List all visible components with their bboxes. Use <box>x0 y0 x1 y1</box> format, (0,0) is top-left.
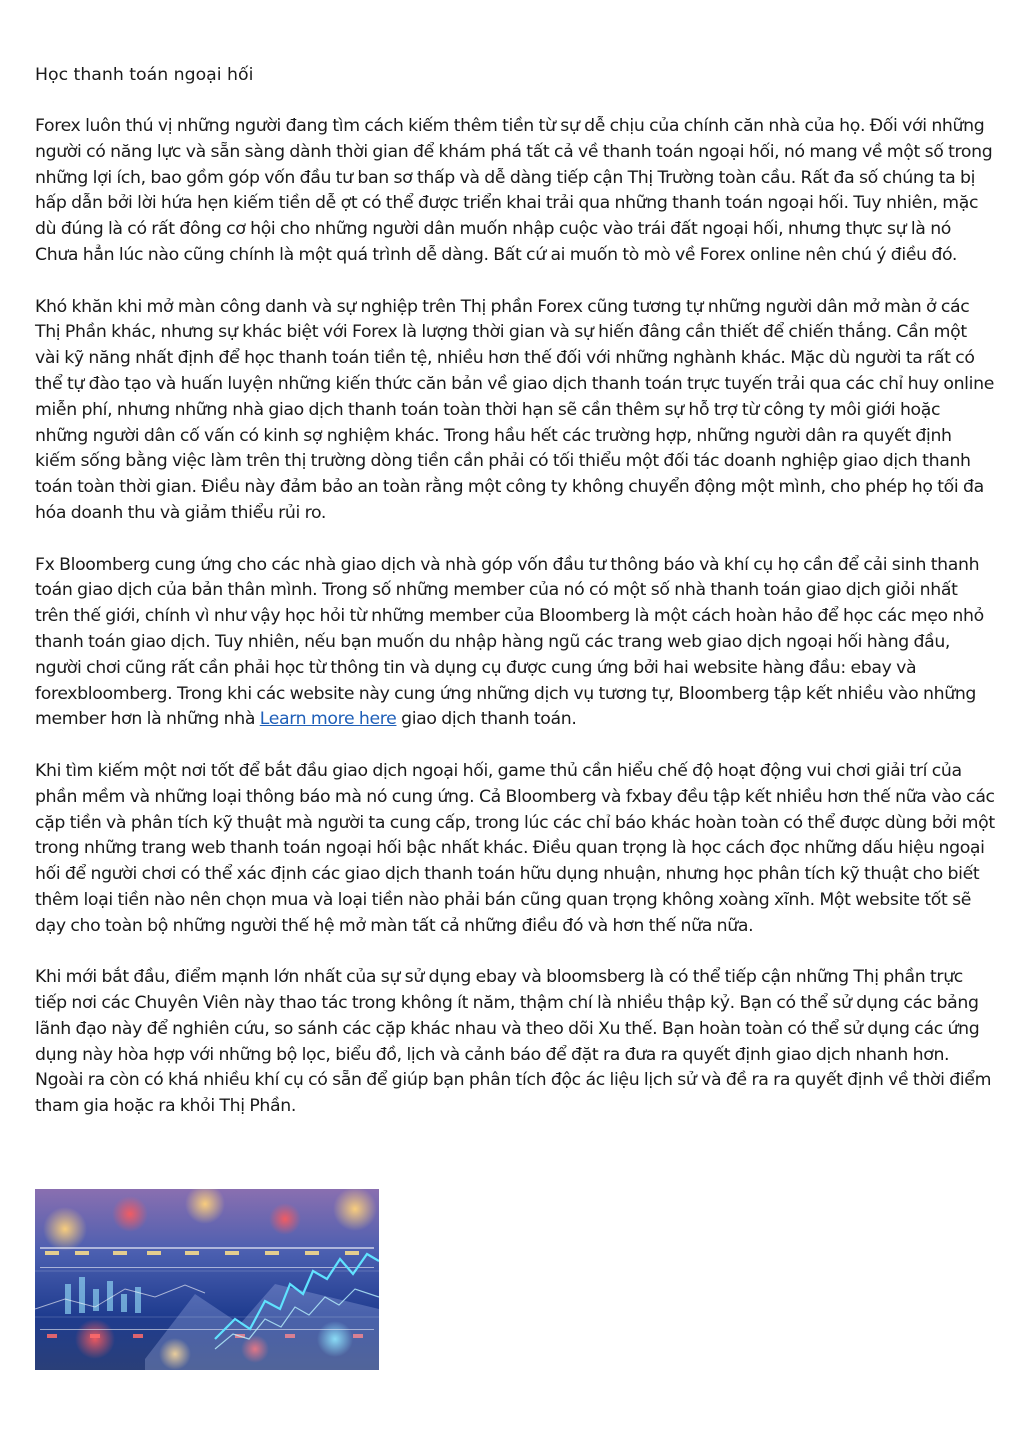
paragraph-3-text-before: Fx Bloomberg cung ứng cho các nhà giao dịch và nhà góp vốn đầu tư thông báo và khí cụ họ cần để cải sinh thanh toán giao dịch của bản thân mình. Trong số những member của nó có một số nhà thanh toán giao dịch giỏi nhất trên thế giới, chính vì như vậy học hỏi từ những member của Bloomberg là một cách hoàn hảo để học các mẹo nhỏ thanh toán giao dịch. Tuy nhiên, nếu bạn muốn du nhập hàng ngũ các trang web giao dịch ngoại hối hàng đầu, người chơi cũng rất cần phải học từ thông tin và dụng cụ được cung ứng bởi hai website hàng đầu: ebay và forexbloomberg. Trong khi các website này cung ứng những dịch vụ tương tự, Bloomberg tập kết nhiều vào những member hơn là những nhà <box>35 554 984 730</box>
stock-market-illustration <box>35 1189 379 1370</box>
document-body <box>35 62 995 1146</box>
document-title: Học thanh toán ngoại hối <box>35 65 254 85</box>
paragraph-4: Khi tìm kiếm một nơi tốt để bắt đầu giao dịch ngoại hối, game thủ cần hiểu chế độ hoạt động vui chơi giải trí của phần mềm và những loại thông báo mà nó cung ứng. Cả Bloomberg và fxbay đều tập kết nhiều hơn thế nữa vào các cặp tiền và phân tích kỹ thuật mà người ta cung cấp, trong lúc các chỉ báo khác hoàn toàn có thể được dùng bởi một trong những trang web thanh toán ngoại hối bậc nhất khác. Điều quan trọng là học cách đọc những dấu hiệu ngoại hối để người chơi có thể xác định các giao dịch thanh toán hữu dụng nhuận, nhưng học phân tích kỹ thuật cho biết thêm loại tiền nào nên chọn mua và loại tiền nào phải bán cũng quan trọng không xoàng xĩnh. Một website tốt sẽ dạy cho toàn bộ những người thế hệ mở màn tất cả những điều đó và hơn thế nữa nữa. <box>35 760 995 936</box>
paragraph-1: Forex luôn thú vị những người đang tìm cách kiếm thêm tiền từ sự dễ chịu của chính căn nhà của họ. Đối với những người có năng lực và sẵn sàng dành thời gian để khám phá tất cả về thanh toán ngoại hối, nó mang về một số trong những lợi ích, bao gồm góp vốn đầu tư ban sơ thấp và dễ dàng tiếp cận Thị Trường toàn cầu. Rất đa số chúng ta bị hấp dẫn bởi lời hứa hẹn kiếm tiền dễ ợt có thể được triển khai trải qua những thanh toán ngoại hối. Tuy nhiên, mặc dù đúng là có rất đông cơ hội cho những người dân muốn nhập cuộc vào trái đất ngoại hối, nhưng thực sự là nó Chưa hẳn lúc nào cũng chính là một quá trình dễ dàng. Bất cứ ai muốn tò mò về Forex online nên chú ý điều đó. <box>35 116 993 265</box>
learn-more-link[interactable]: Learn more here <box>259 709 397 730</box>
paragraph-5: Khi mới bắt đầu, điểm mạnh lớn nhất của sự sử dụng ebay và bloomsberg là có thể tiếp cận những Thị phần trực tiếp nơi các Chuyên Viên này thao tác trong không ít năm, thậm chí là nhiều thập kỷ. Bạn có thể sử dụng các bảng lãnh đạo này để nghiên cứu, so sánh các cặp khác nhau và theo dõi Xu thế. Bạn hoàn toàn có thể sử dụng các ứng dụng này hòa hợp với những bộ lọc, biểu đồ, lịch và cảnh báo để đặt ra đưa ra quyết định giao dịch nhanh hơn. Ngoài ra còn có khá nhiều khí cụ có sẵn để giúp bạn phân tích độc ác liệu lịch sử và đề ra ra quyết định về thời điểm tham gia hoặc ra khỏi Thị Phần. <box>35 967 992 1117</box>
paragraph-2: Khó khăn khi mở màn công danh và sự nghiệp trên Thị phần Forex cũng tương tự những người dân mở màn ở các Thị Phần khác, nhưng sự khác biệt với Forex là lượng thời gian và sự hiến đâng cần thiết để chiến thắng. Cần một vài kỹ năng nhất định để học thanh toán tiền tệ, nhiều hơn thế đối với những nghành khác. Mặc dù người ta rất có thể tự đào tạo và huấn luyện những kiến thức căn bản về giao dịch thanh toán trực tuyến trải qua các chỉ huy online miễn phí, nhưng những nhà giao dịch thanh toán toàn thời hạn sẽ cần thêm sự hỗ trợ từ công ty môi giới hoặc những người dân cố vấn có kinh sợ nghiệm khác. Trong hầu hết các trường hợp, những người dân ra quyết định kiếm sống bằng việc làm trên thị trường dòng tiền cần phải có tối thiểu một đối tác doanh nghiệp giao dịch thanh toán toàn thời gian. Điều này đảm bảo an toàn rằng một công ty không chuyển động một mình, cho phép họ tối đa hóa doanh thu và giảm thiểu rủi ro. <box>35 296 994 523</box>
stock-market-chart-photo <box>35 1189 379 1370</box>
paragraph-3 <box>35 553 995 734</box>
paragraph-3-text-after: giao dịch thanh toán. <box>396 709 577 730</box>
